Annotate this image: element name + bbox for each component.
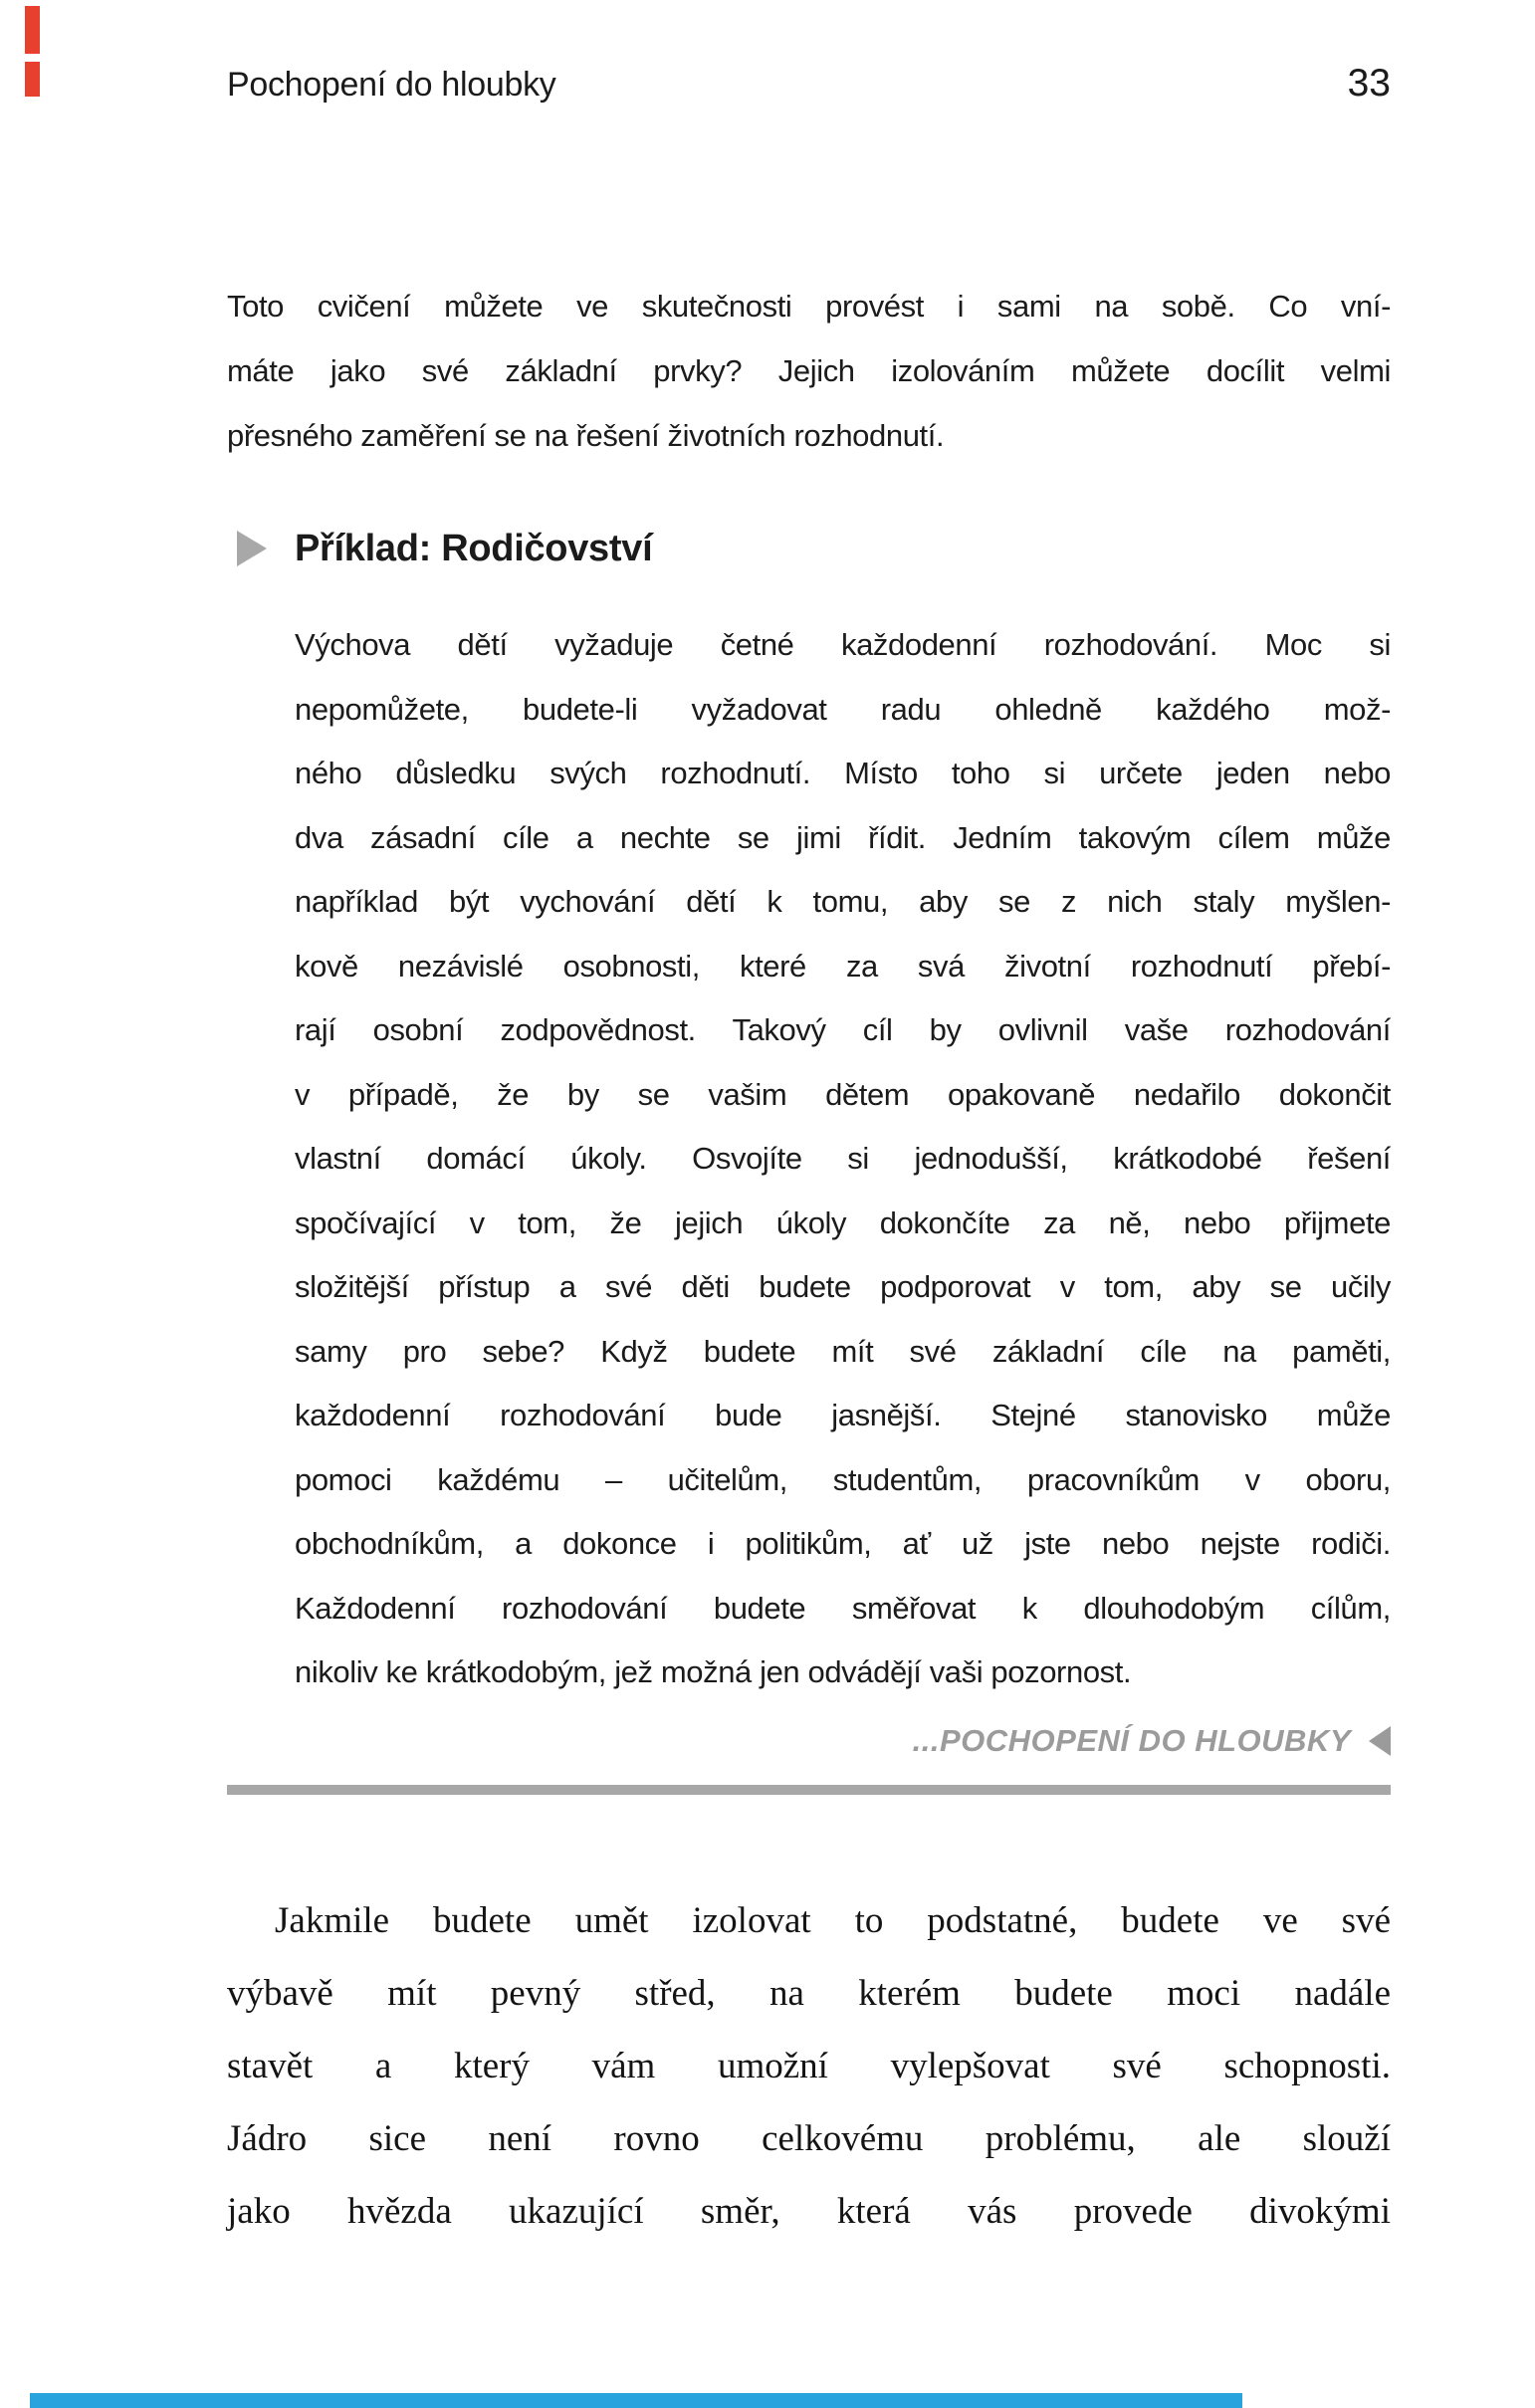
text-line: pomoci každému – učitelům, studentům, pracovníkům v oboru, xyxy=(295,1461,1391,1497)
text-line: například být vychování dětí k tomu, aby se z nich staly myšlen- xyxy=(295,884,1391,919)
intro-paragraph xyxy=(227,274,1391,468)
text-line: samy pro sebe? Když budete mít své základní cíle na paměti, xyxy=(295,1333,1391,1369)
text-line: Každodenní rozhodování budete směřovat k dlouhodobým cílům, xyxy=(295,1590,1391,1626)
text-line: dva zásadní cíle a nechte se jimi řídit. Jedním takovým cílem může xyxy=(295,819,1391,855)
text-line: rají osobní zodpovědnost. Takový cíl by ovlivnil vaše rozhodování xyxy=(295,1012,1391,1047)
red-edge-mark-top xyxy=(25,6,40,54)
section-rule xyxy=(227,1785,1391,1795)
text-line: výbavě mít pevný střed, na kterém budete moci nadále xyxy=(227,1972,1391,2014)
text-line: přesného zaměření se na řešení životních rozhodnutí. xyxy=(227,418,945,453)
text-line: v případě, že by se vašim dětem opakovaně nedařilo dokončit xyxy=(295,1076,1391,1112)
closing-paragraph xyxy=(227,1884,1391,2248)
text-line: kově nezávislé osobnosti, které za svá životní rozhodnutí přebí- xyxy=(295,948,1391,984)
page-number: 33 xyxy=(1347,62,1391,105)
example-heading-label: Příklad: Rodičovství xyxy=(295,528,653,569)
text-line: Jakmile budete umět izolovat to podstatné, budete ve své xyxy=(275,1899,1391,1941)
text-line: Jádro sice není rovno celkovému problému, ale slouží xyxy=(227,2117,1391,2159)
text-line: stavět a který vám umožní vylepšovat své schopnosti. xyxy=(227,2045,1391,2086)
example-heading xyxy=(295,526,1391,571)
text-line: obchodníkům, a dokonce i politikům, ať už jste nebo nejste rodiči. xyxy=(295,1526,1391,1561)
text-line: složitější přístup a své děti budete podporovat v tom, aby se učily xyxy=(295,1269,1391,1304)
text-line: jako hvězda ukazující směr, která vás provede divokými xyxy=(227,2190,1391,2232)
text-line: Výchova dětí vyžaduje četné každodenní rozhodování. Moc si xyxy=(295,627,1391,662)
end-marker-label: ...POCHOPENÍ DO HLOUBKY xyxy=(912,1722,1351,1758)
example-section xyxy=(295,526,1391,1763)
text-line: vlastní domácí úkoly. Osvojíte si jednodušší, krátkodobé řešení xyxy=(295,1141,1391,1176)
left-triangle-icon xyxy=(1369,1726,1391,1756)
text-line: nepomůžete, budete-li vyžadovat radu ohledně každého mož- xyxy=(295,691,1391,727)
blue-bottom-bar xyxy=(30,2393,1242,2408)
text-line: každodenní rozhodování bude jasnější. Stejné stanovisko může xyxy=(295,1398,1391,1432)
text-line: spočívající v tom, že jejich úkoly dokončíte za ně, nebo přijmete xyxy=(295,1204,1391,1240)
red-edge-mark-bottom xyxy=(25,62,40,97)
text-line: nikoliv ke krátkodobým, jež možná jen odvádějí vaši pozornost. xyxy=(295,1654,1132,1689)
text-line: máte jako své základní prvky? Jejich izolováním můžete docílit velmi xyxy=(227,353,1391,388)
text-line: ného důsledku svých rozhodnutí. Místo toho si určete jeden nebo xyxy=(295,756,1391,790)
running-title: Pochopení do hloubky xyxy=(227,66,556,104)
right-triangle-icon xyxy=(237,531,267,566)
text-line: Toto cvičení můžete ve skutečnosti provést i sami na sobě. Co vní- xyxy=(227,289,1391,324)
example-body-paragraph xyxy=(295,613,1391,1705)
page-header xyxy=(227,0,1391,107)
section-end-marker xyxy=(295,1719,1391,1763)
